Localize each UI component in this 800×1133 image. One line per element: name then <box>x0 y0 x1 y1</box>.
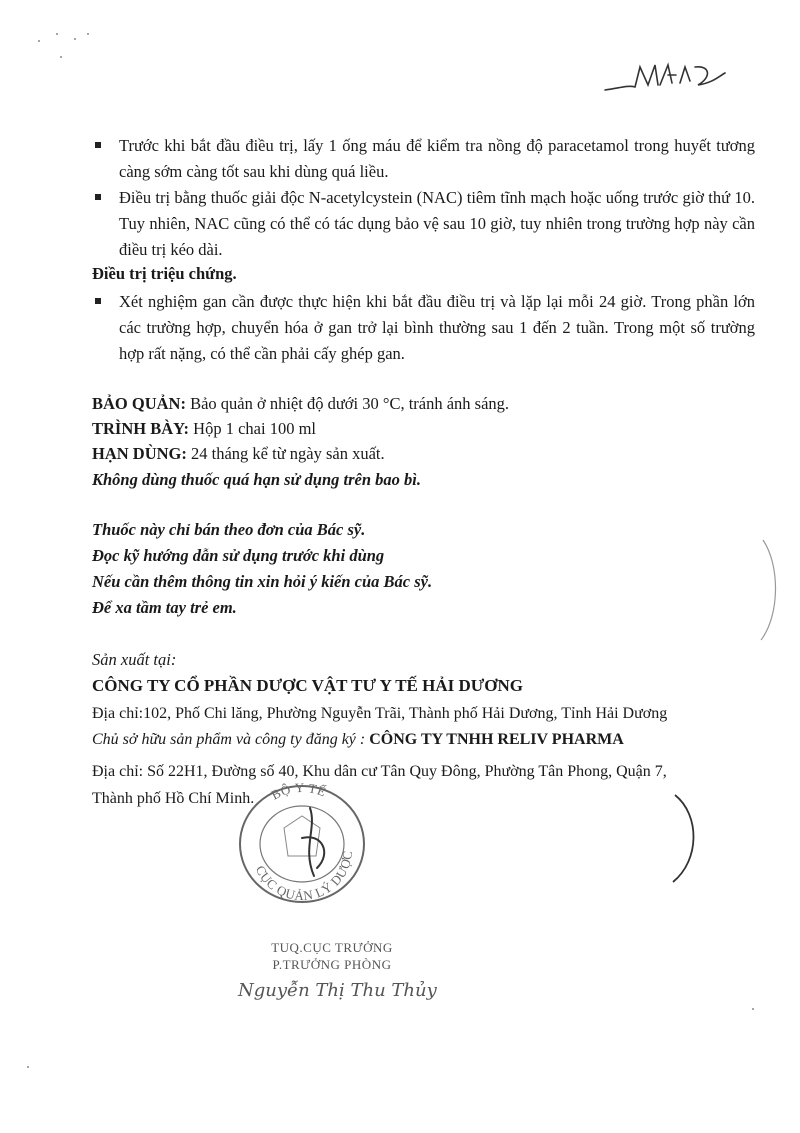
bullet-icon <box>95 142 101 148</box>
bullet-icon <box>95 298 101 304</box>
owner-address: Thành phố Hồ Chí Minh. <box>92 790 255 807</box>
bullet-icon <box>95 194 101 200</box>
presentation-line: TRÌNH BÀY: Hộp 1 chai 100 ml <box>92 419 316 438</box>
symptom-heading: Điều trị triệu chứng. <box>92 264 237 283</box>
warning-line: Nếu cần thêm thông tin xin hỏi ý kiến của Bác sỹ. <box>92 572 433 591</box>
svg-text:BỘ Y TẾ: BỘ Y TẾ <box>268 779 329 803</box>
official-seal <box>232 778 372 908</box>
stamp-line-1: TUQ.CỤC TRƯỞNG <box>271 940 393 955</box>
manufacturer-label: Sản xuất tại: <box>92 650 177 669</box>
owner-address: Địa chỉ: Số 22H1, Đường số 40, Khu dân cư Tân Quy Đông, Phường Tân Phong, Quận 7, <box>92 763 667 780</box>
bullet-item: Điều trị bằng thuốc giải độc N-acetylcystein (NAC) tiêm tĩnh mạch hoặc uống trước giờ thứ 10. Tuy nhiên, NAC cũng có thể có tác dụng bảo vệ sau 10 giờ, tuy nhiên trong trường hợp này cần điều trị kéo dài. <box>95 185 755 263</box>
manufacturer-address: Địa chỉ:102, Phố Chi lăng, Phường Nguyễn Trãi, Thành phố Hải Dương, Tỉnh Hải Dương <box>92 705 668 722</box>
manufacturer-name: CÔNG TY CỔ PHẦN DƯỢC VẬT TƯ Y TẾ HẢI DƯƠNG <box>92 676 524 695</box>
warning-line: Để xa tầm tay trẻ em. <box>92 598 237 617</box>
signatory-name: Nguyễn Thị Thu Thủy <box>238 980 437 1001</box>
handwritten-initials <box>600 55 730 100</box>
warning-line: Đọc kỹ hướng dẫn sử dụng trước khi dùng <box>92 546 385 565</box>
svg-text:CỤC QUẢN LÝ DƯỢC: CỤC QUẢN LÝ DƯỢC <box>252 849 356 904</box>
expiry-warning: Không dùng thuốc quá hạn sử dụng trên bao bì. <box>92 470 422 489</box>
bullet-item: Xét nghiệm gan cần được thực hiện khi bắt đầu điều trị và lặp lại mỗi 24 giờ. Trong phần lớn các trường hợp, chuyển hóa ở gan trở lại bình thường sau 1 đến 2 tuần. Trong một số trường hợp rất nặng, có thể cần phải cấy ghép gan. <box>95 289 755 367</box>
bullet-item: Trước khi bắt đầu điều trị, lấy 1 ống máu để kiểm tra nồng độ paracetamol trong huyết tương càng sớm càng tốt sau khi dùng quá liều. <box>95 133 755 185</box>
margin-bracket <box>665 790 705 890</box>
storage-line: BẢO QUẢN: Bảo quản ở nhiệt độ dưới 30 °C, tránh ánh sáng. <box>92 394 510 413</box>
expiry-line: HẠN DÙNG: 24 tháng kể từ ngày sản xuất. <box>92 444 385 463</box>
stamp-line-2: P.TRƯỞNG PHÒNG <box>272 957 392 972</box>
margin-bracket <box>755 535 785 645</box>
owner-line: Chủ sở hữu sản phẩm và công ty đăng ký : CÔNG TY TNHH RELIV PHARMA <box>92 731 624 748</box>
warning-line: Thuốc này chỉ bán theo đơn của Bác sỹ. <box>92 520 366 539</box>
